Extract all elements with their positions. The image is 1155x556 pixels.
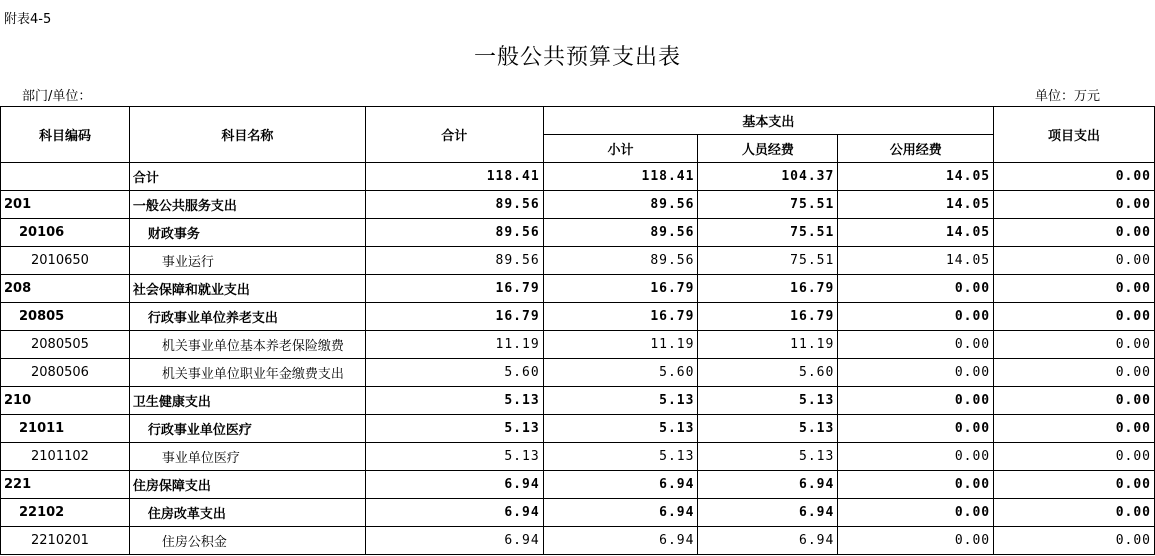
cell-public: 14.05 xyxy=(838,219,994,247)
cell-personnel: 16.79 xyxy=(698,303,838,331)
cell-personnel: 6.94 xyxy=(698,527,838,555)
table-row xyxy=(1,527,1155,555)
department-label: 部门/单位： xyxy=(22,89,92,104)
cell-subtotal: 6.94 xyxy=(543,499,698,527)
table-row xyxy=(1,303,1155,331)
cell-public: 0.00 xyxy=(838,303,994,331)
cell-project: 0.00 xyxy=(994,359,1155,387)
cell-name: 住房保障支出 xyxy=(129,471,365,499)
col-header-personnel: 人员经费 xyxy=(698,135,838,163)
cell-total: 11.19 xyxy=(365,331,543,359)
cell-subtotal: 16.79 xyxy=(543,275,698,303)
cell-project: 0.00 xyxy=(994,499,1155,527)
cell-name: 社会保障和就业支出 xyxy=(129,275,365,303)
cell-subtotal: 6.94 xyxy=(543,527,698,555)
cell-code xyxy=(1,163,130,191)
cell-personnel: 11.19 xyxy=(698,331,838,359)
cell-total: 16.79 xyxy=(365,275,543,303)
cell-code: 21011 xyxy=(1,415,130,443)
cell-public: 14.05 xyxy=(838,163,994,191)
cell-total: 5.13 xyxy=(365,387,543,415)
cell-personnel: 5.13 xyxy=(698,443,838,471)
cell-total: 89.56 xyxy=(365,219,543,247)
cell-code: 210 xyxy=(1,387,130,415)
cell-name: 行政事业单位养老支出 xyxy=(129,303,365,331)
budget-expenditure-table xyxy=(0,106,1155,555)
table-row xyxy=(1,499,1155,527)
cell-code: 20805 xyxy=(1,303,130,331)
cell-code: 208 xyxy=(1,275,130,303)
cell-personnel: 5.13 xyxy=(698,387,838,415)
cell-subtotal: 5.13 xyxy=(543,387,698,415)
col-header-basic: 基本支出 xyxy=(543,107,993,135)
cell-code: 2010650 xyxy=(1,247,130,275)
table-row xyxy=(1,471,1155,499)
cell-personnel: 5.60 xyxy=(698,359,838,387)
cell-code: 20106 xyxy=(1,219,130,247)
cell-project: 0.00 xyxy=(994,247,1155,275)
cell-name: 卫生健康支出 xyxy=(129,387,365,415)
cell-name: 事业运行 xyxy=(129,247,365,275)
cell-total: 89.56 xyxy=(365,247,543,275)
cell-project: 0.00 xyxy=(994,415,1155,443)
cell-total: 6.94 xyxy=(365,499,543,527)
cell-public: 14.05 xyxy=(838,191,994,219)
cell-code: 201 xyxy=(1,191,130,219)
cell-project: 0.00 xyxy=(994,275,1155,303)
cell-subtotal: 89.56 xyxy=(543,219,698,247)
cell-subtotal: 11.19 xyxy=(543,331,698,359)
cell-name: 合计 xyxy=(129,163,365,191)
cell-subtotal: 5.13 xyxy=(543,443,698,471)
cell-subtotal: 5.13 xyxy=(543,415,698,443)
cell-subtotal: 5.60 xyxy=(543,359,698,387)
cell-name: 事业单位医疗 xyxy=(129,443,365,471)
col-header-project: 项目支出 xyxy=(994,107,1155,163)
cell-code: 221 xyxy=(1,471,130,499)
table-row xyxy=(1,415,1155,443)
cell-name: 机关事业单位基本养老保险缴费 xyxy=(129,331,365,359)
cell-public: 0.00 xyxy=(838,331,994,359)
cell-personnel: 104.37 xyxy=(698,163,838,191)
attachment-label: 附表4-5 xyxy=(4,12,52,27)
cell-name: 行政事业单位医疗 xyxy=(129,415,365,443)
col-header-public: 公用经费 xyxy=(838,135,994,163)
cell-name: 财政事务 xyxy=(129,219,365,247)
cell-subtotal: 89.56 xyxy=(543,191,698,219)
cell-name: 机关事业单位职业年金缴费支出 xyxy=(129,359,365,387)
cell-code: 2080505 xyxy=(1,331,130,359)
cell-subtotal: 118.41 xyxy=(543,163,698,191)
cell-name: 住房改革支出 xyxy=(129,499,365,527)
table-row xyxy=(1,191,1155,219)
cell-project: 0.00 xyxy=(994,527,1155,555)
cell-total: 16.79 xyxy=(365,303,543,331)
table-row xyxy=(1,331,1155,359)
cell-name: 住房公积金 xyxy=(129,527,365,555)
table-row xyxy=(1,163,1155,191)
cell-code: 22102 xyxy=(1,499,130,527)
cell-public: 0.00 xyxy=(838,527,994,555)
cell-public: 0.00 xyxy=(838,275,994,303)
cell-subtotal: 6.94 xyxy=(543,471,698,499)
cell-code: 2101102 xyxy=(1,443,130,471)
cell-project: 0.00 xyxy=(994,219,1155,247)
cell-project: 0.00 xyxy=(994,163,1155,191)
cell-personnel: 6.94 xyxy=(698,499,838,527)
cell-total: 5.13 xyxy=(365,415,543,443)
cell-subtotal: 16.79 xyxy=(543,303,698,331)
cell-personnel: 5.13 xyxy=(698,415,838,443)
cell-total: 5.13 xyxy=(365,443,543,471)
col-header-total: 合计 xyxy=(365,107,543,163)
table-row xyxy=(1,275,1155,303)
cell-public: 0.00 xyxy=(838,359,994,387)
cell-total: 6.94 xyxy=(365,471,543,499)
cell-total: 6.94 xyxy=(365,527,543,555)
cell-public: 0.00 xyxy=(838,443,994,471)
cell-public: 0.00 xyxy=(838,387,994,415)
table-row xyxy=(1,443,1155,471)
cell-project: 0.00 xyxy=(994,303,1155,331)
cell-public: 0.00 xyxy=(838,415,994,443)
table-row xyxy=(1,247,1155,275)
cell-personnel: 75.51 xyxy=(698,247,838,275)
cell-total: 5.60 xyxy=(365,359,543,387)
cell-personnel: 16.79 xyxy=(698,275,838,303)
cell-project: 0.00 xyxy=(994,331,1155,359)
cell-code: 2080506 xyxy=(1,359,130,387)
cell-code: 2210201 xyxy=(1,527,130,555)
table-row xyxy=(1,219,1155,247)
cell-personnel: 75.51 xyxy=(698,219,838,247)
col-header-name: 科目名称 xyxy=(129,107,365,163)
col-header-subtotal: 小计 xyxy=(543,135,698,163)
table-row xyxy=(1,359,1155,387)
cell-project: 0.00 xyxy=(994,471,1155,499)
cell-personnel: 75.51 xyxy=(698,191,838,219)
cell-total: 118.41 xyxy=(365,163,543,191)
cell-subtotal: 89.56 xyxy=(543,247,698,275)
cell-project: 0.00 xyxy=(994,387,1155,415)
cell-public: 0.00 xyxy=(838,499,994,527)
table-row xyxy=(1,387,1155,415)
cell-personnel: 6.94 xyxy=(698,471,838,499)
col-header-code: 科目编码 xyxy=(1,107,130,163)
cell-total: 89.56 xyxy=(365,191,543,219)
cell-project: 0.00 xyxy=(994,443,1155,471)
cell-name: 一般公共服务支出 xyxy=(129,191,365,219)
unit-label: 单位：万元 xyxy=(1035,89,1101,104)
page-title: 一般公共预算支出表 xyxy=(473,45,681,70)
cell-project: 0.00 xyxy=(994,191,1155,219)
cell-public: 14.05 xyxy=(838,247,994,275)
cell-public: 0.00 xyxy=(838,471,994,499)
